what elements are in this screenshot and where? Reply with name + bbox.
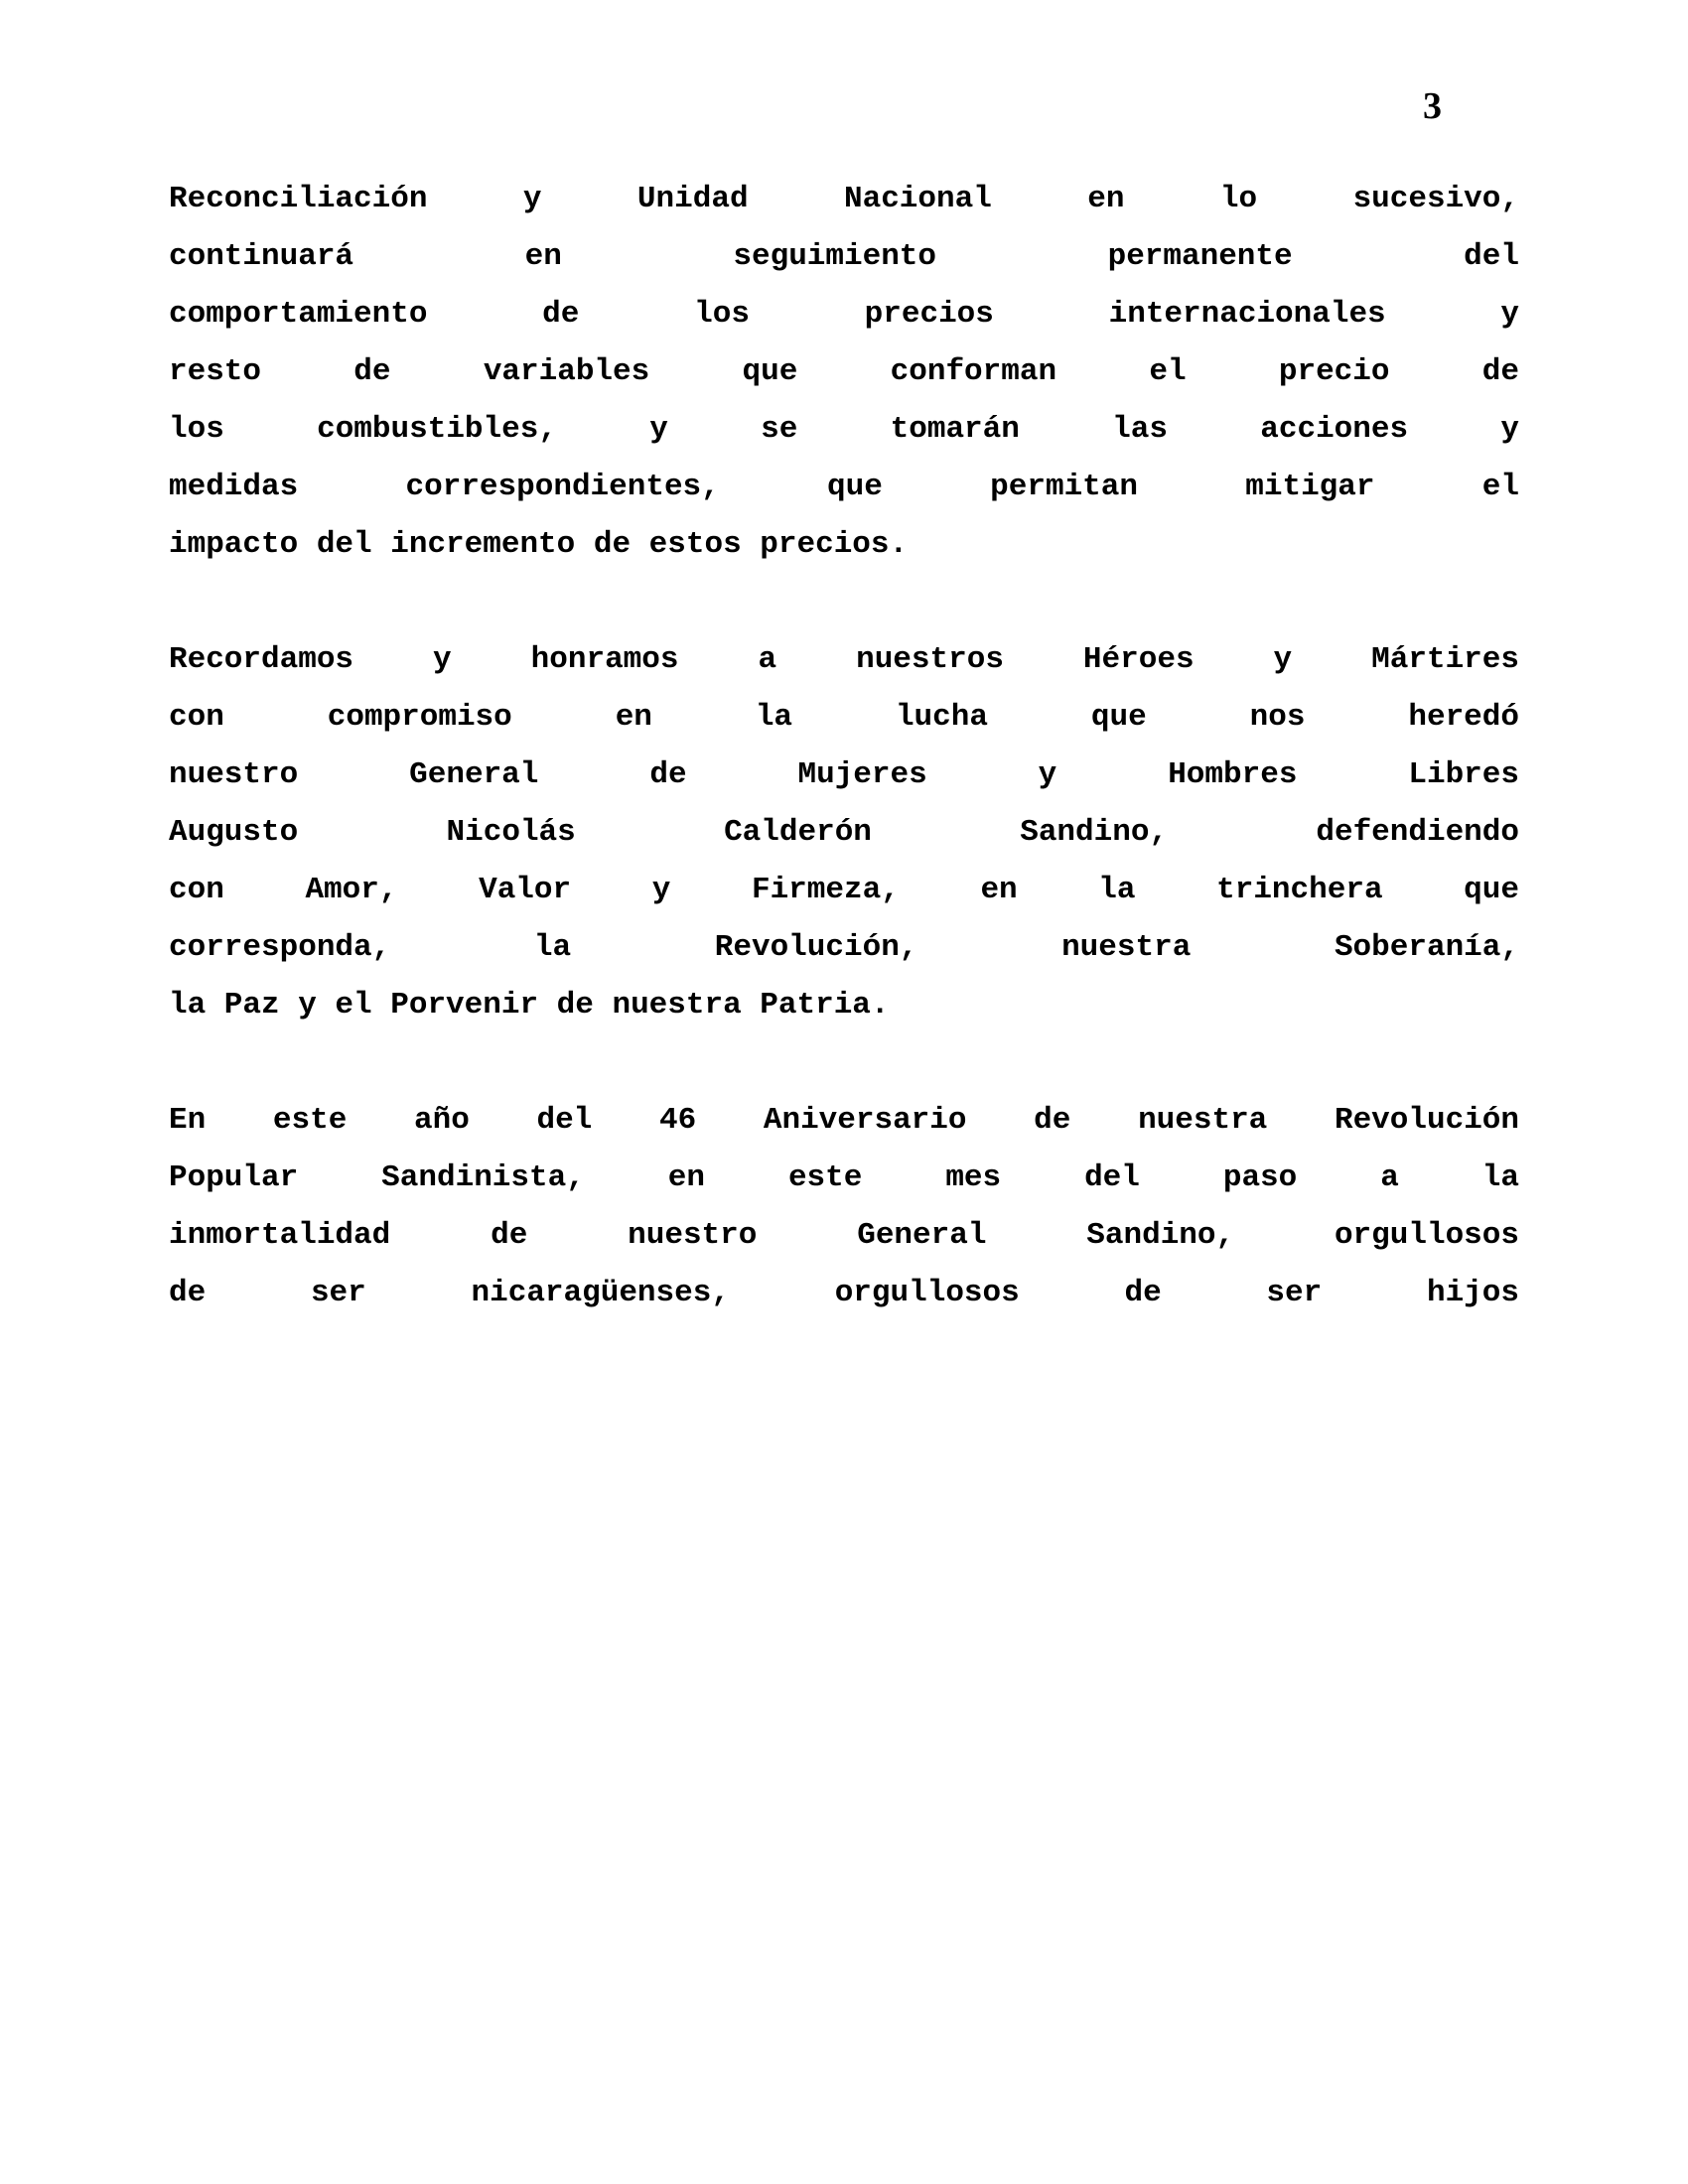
paragraph (169, 171, 1519, 574)
text-line: la Paz y el Porvenir de nuestra Patria. (169, 988, 890, 1023)
text-line: Popular Sandinista, en este mes del paso a la (169, 1160, 1519, 1195)
text-line: medidas correspondientes, que permitan mitigar el (169, 470, 1519, 504)
text-line: con compromiso en la lucha que nos heredó (169, 700, 1519, 735)
text-line: impacto del incremento de estos precios. (169, 527, 909, 562)
text-line: nuestro General de Mujeres y Hombres Libres (169, 757, 1519, 792)
page-number: 3 (1423, 85, 1442, 127)
text-line: Augusto Nicolás Calderón Sandino, defendiendo (169, 815, 1519, 850)
text-line: de ser nicaragüenses, orgullosos de ser hijos (169, 1276, 1519, 1310)
text-line: inmortalidad de nuestro General Sandino, orgullosos (169, 1218, 1519, 1253)
text-line: Reconciliación y Unidad Nacional en lo sucesivo, (169, 182, 1519, 216)
text-line: con Amor, Valor y Firmeza, en la trinchera que (169, 873, 1519, 907)
text-line: comportamiento de los precios internacionales y (169, 297, 1519, 332)
text-line: los combustibles, y se tomarán las acciones y (169, 412, 1519, 447)
text-line: corresponda, la Revolución, nuestra Soberanía, (169, 930, 1519, 965)
text-line: resto de variables que conforman el precio de (169, 354, 1519, 389)
text-line: Recordamos y honramos a nuestros Héroes y Mártires (169, 642, 1519, 677)
paragraph (169, 1092, 1519, 1322)
document-body (169, 171, 1519, 1322)
paragraph (169, 631, 1519, 1034)
text-line: En este año del 46 Aniversario de nuestra Revolución (169, 1103, 1519, 1138)
text-line: continuará en seguimiento permanente del (169, 239, 1519, 274)
